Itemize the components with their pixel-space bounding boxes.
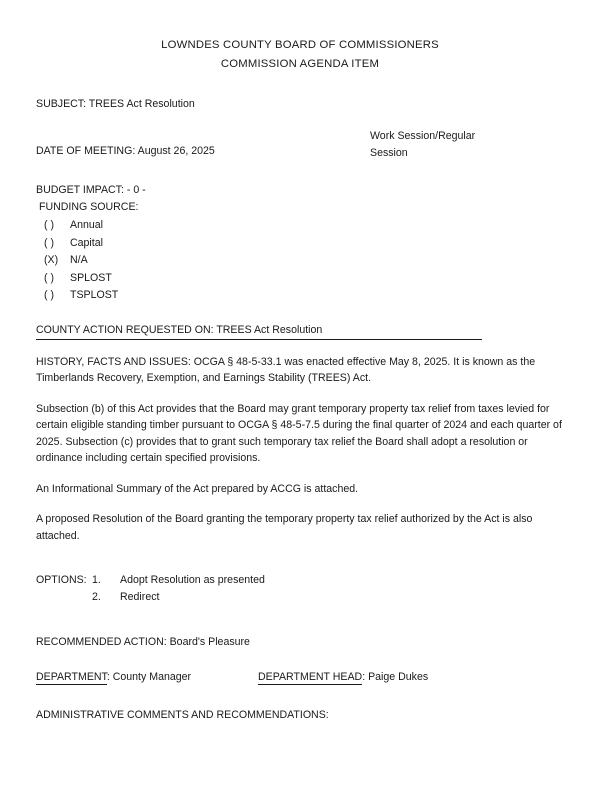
funding-option-label: SPLOST [70,271,112,284]
funding-option-capital[interactable] [36,235,564,253]
checkbox-mark[interactable]: ( ) [44,219,54,231]
department-value: : County Manager [106,671,192,683]
funding-option-tsplost[interactable] [36,287,564,305]
administrative-comments: ADMINISTRATIVE COMMENTS AND RECOMMENDATIONS: [36,709,329,721]
funding-option-annual[interactable] [36,217,564,235]
recommended-action: RECOMMENDED ACTION: Board's Pleasure [36,636,250,648]
history-paragraph-1: HISTORY, FACTS AND ISSUES: OCGA § 48-5-33.1 was enacted effective May 8, 2025. It is known as the Timberlands Recovery, Exemption, and Earnings Stability (TREES) Act. [36,355,536,384]
funding-option-na[interactable] [36,252,564,270]
department-label: DEPARTMENT [36,671,107,683]
options-block [36,572,564,606]
header-line-2: COMMISSION AGENDA ITEM [220,58,380,70]
document-header [0,36,600,74]
checkbox-mark-checked[interactable]: (X) [44,254,59,266]
checkbox-mark[interactable]: ( ) [44,271,54,284]
history-paragraph-4: A proposed Resolution of the Board granting the temporary property tax relief authorized by the Act is also attached. [36,513,533,542]
funding-option-splost[interactable] [36,270,564,288]
history-paragraph-3: An Informational Summary of the Act prepared by ACCG is attached. [36,482,359,495]
budget-impact: BUDGET IMPACT: - 0 - [36,184,146,196]
option-item-2 [36,589,564,606]
budget-block [36,182,564,305]
funding-option-label: TSPLOST [70,289,119,301]
department-head-field [258,669,428,685]
option-item-1 [36,572,564,589]
option-number: 1. [92,574,101,586]
meeting-info-row [36,128,564,180]
options-label: OPTIONS: [36,574,87,586]
meeting-type: Work Session/Regular Session [370,130,476,159]
document-body [0,96,600,723]
option-text: Redirect [120,591,160,603]
funding-option-label: Annual [70,219,103,231]
checkbox-mark[interactable]: ( ) [44,236,54,249]
date-of-meeting: DATE OF MEETING: August 26, 2025 [36,145,215,157]
option-number: 2. [92,591,101,603]
county-action-requested: COUNTY ACTION REQUESTED ON: TREES Act Resolution [36,322,482,340]
funding-source-label: FUNDING SOURCE: [39,201,139,213]
funding-option-label: Capital [70,236,103,249]
department-row [36,669,564,686]
department-field [36,669,191,685]
subject-line: SUBJECT: TREES Act Resolution [36,98,195,110]
funding-option-label: N/A [70,254,88,266]
checkbox-mark[interactable]: ( ) [44,289,54,301]
header-line-1: LOWNDES COUNTY BOARD OF COMMISSIONERS [161,39,439,51]
history-paragraph-2: Subsection (b) of this Act provides that the Board may grant temporary property tax relief from taxes levied for certain eligible standing timber pursuant to OCGA § 48-5-7.5 during the final quarter of 2024 and each quarter of 2025. Subsection (c) provides that to grant such temporary tax relief the Board shall adopt a resolution or ordinance including certain specified provisions. [36,402,562,464]
funding-options-list [36,217,564,305]
department-head-value: : Paige Dukes [362,671,429,683]
option-text: Adopt Resolution as presented [120,574,265,586]
department-head-label: DEPARTMENT HEAD [258,671,363,683]
agenda-document-page [0,36,600,812]
